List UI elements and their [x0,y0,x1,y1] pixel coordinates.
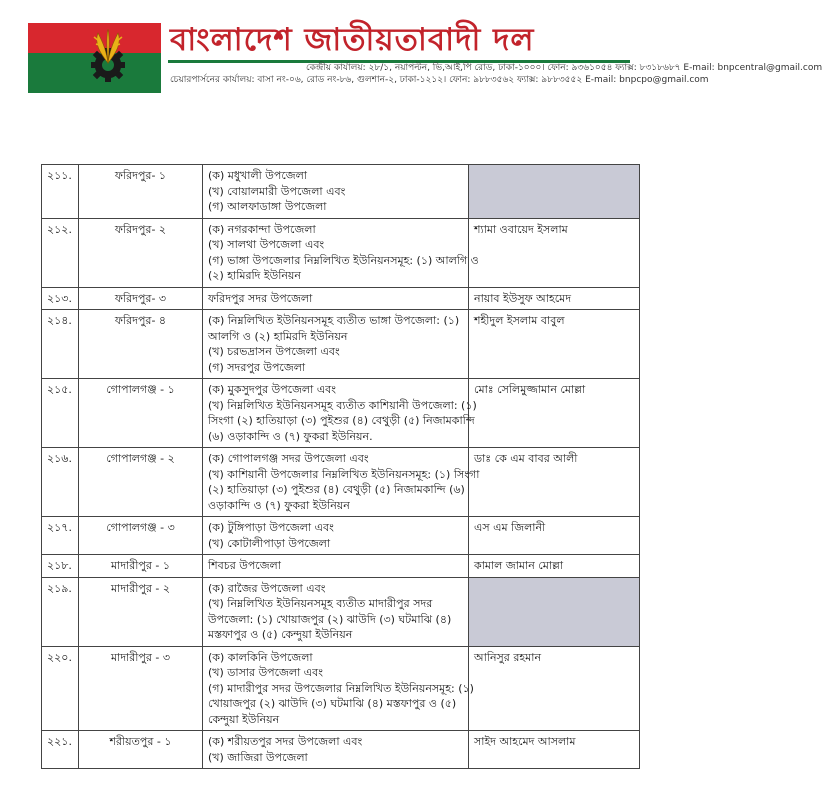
row-number: ২১২. [42,218,79,287]
party-name-title: বাংলাদেশ জাতীয়তাবাদী দল [170,22,535,58]
candidate-name: শহীদুল ইসলাম বাবুল [469,310,640,379]
area-line: (খ) কাশিয়ানী উপজেলার নিম্নলিখিত ইউনিয়নসমূহ: (১) সিংগা [208,467,480,481]
area-line: (গ) ভাঙ্গা উপজেলার নিম্নলিখিত ইউনিয়নসমূহ: (১) আলগি ও [208,253,479,267]
constituency-name: গোপালগঞ্জ - ৩ [79,517,203,555]
row-number: ২২০. [42,646,79,731]
table-row [42,517,640,555]
constituency-area [203,555,469,578]
area-line: (ক) মুকসুদপুর উপজেলা এবং [208,383,337,396]
constituency-name: ফরিদপুর- ৪ [79,310,203,379]
area-line: (গ) আলফাডাঙ্গা উপজেলা [208,200,327,213]
area-line: সিংগা (২) হাতিয়াড়া (৩) পুইশুর (৪) বেথুড়ী (৫) নিজামকান্দি [208,414,475,427]
area-line: (গ) মাদারীপুর সদর উপজেলার নিম্নলিখিত ইউনিয়নসমূহ: (১) [208,681,474,695]
row-number: ২২১. [42,731,79,769]
constituency-area [203,577,469,646]
table-row [42,555,640,578]
party-logo [28,23,161,93]
area-line: (২) হামিরদি ইউনিয়ন [208,269,301,282]
area-line: (২) হাতিয়াড়া (৩) পুইশুর (৪) বেথুড়ী (৫) নিজামকান্দি (৬) [208,483,465,496]
constituency-name: মাদারীপুর - ২ [79,577,203,646]
constituency-name: মাদারীপুর - ১ [79,555,203,578]
table-row [42,165,640,219]
constituency-area [203,646,474,731]
table-row [42,218,640,287]
sheaf-wheel-icon [28,23,161,93]
constituency-name: ফরিদপুর- ৩ [79,287,203,310]
constituency-area [203,517,469,555]
constituency-area [203,165,469,219]
row-number: ২১৯. [42,577,79,646]
constituency-area [203,379,477,448]
table-row [42,731,640,769]
row-number: ২১৫. [42,379,79,448]
candidate-name: কামাল জামান মোল্লা [469,555,640,578]
area-line: (খ) নিম্নলিখিত ইউনিয়নসমূহ ব্যতীত মাদারীপুর সদর [208,597,433,610]
row-number: ২১৮. [42,555,79,578]
area-line: ফরিদপুর সদর উপজেলা [208,291,313,305]
area-line: (ক) শরীয়তপুর সদর উপজেলা এবং [208,735,363,748]
candidate-name: এস এম জিলানী [469,517,640,555]
area-line: আলগি ও (২) হামিরদি ইউনিয়ন [208,329,348,343]
area-line: (ক) গোপালগঞ্জ সদর উপজেলা এবং [208,452,369,465]
chairperson-office-address: চেয়ারপার্সনের কার্যালয়: বাসা নং-০৬, রোড নং-৮৬, গুলশান-২, ঢাকা-১২১২। ফোন: ৯৮৮৩৫৬২ ফ্যাক্স: ৯৮৮৩৫৫২ E-mail: bnpcpo@gmail.com [170,75,709,85]
row-number: ২১১. [42,165,79,219]
candidate-name: সাইদ আহমেদ আসলাম [469,731,640,769]
constituency-name: ফরিদপুর- ২ [79,218,203,287]
area-line: শিবচর উপজেলা [208,559,281,572]
candidate-name: আনিসুর রহমান [469,646,640,731]
area-line: (৬) ওড়াকান্দি ও (৭) ফুকরা ইউনিয়ন. [208,429,373,443]
table-row [42,379,640,448]
table-row [42,310,640,379]
area-line: (ক) কালকিনি উপজেলা [208,650,313,664]
constituency-name: গোপালগঞ্জ - ২ [79,448,203,517]
candidate-blank-cell [469,577,640,646]
row-number: ২১৪. [42,310,79,379]
area-line: মস্তফাপুর ও (৫) কেন্দুয়া ইউনিয়ন [208,628,353,641]
area-line: (খ) সালথা উপজেলা এবং [208,238,325,251]
central-office-address: কেন্দ্রীয় কার্যালয়: ২৮/১, নয়াপল্টন, ভি,আই,পি রোড, ঢাকা-১০০০। ফোন: ৯৩৬১০৫৪ ফ্যাক্স: ৮৩১৮৬৮৭ E-mail: bnpcentral@gmail.com [306,63,822,73]
area-line: (খ) নিম্নলিখিত ইউনিয়নসমূহ ব্যতীত কাশিয়ানী উপজেলা: (১) [208,398,477,412]
constituency-area [203,287,469,310]
area-line: কেন্দুয়া ইউনিয়ন [208,712,280,726]
constituency-area [203,448,480,517]
candidate-name: ডাঃ কে এম বাবর আলী [469,448,640,517]
constituency-name: গোপালগঞ্জ - ১ [79,379,203,448]
area-line: (ক) নগরকান্দা উপজেলা [208,222,316,236]
area-line: (ক) মধুখালী উপজেলা [208,169,307,182]
area-line: উপজেলা: (১) খোয়াজপুর (২) ঝাউদি (৩) ঘটমাঝি (৪) [208,612,452,626]
constituency-area [203,310,469,379]
constituency-name: ফরিদপুর- ১ [79,165,203,219]
row-number: ২১৭. [42,517,79,555]
candidate-blank-cell [469,165,640,219]
area-line: (খ) বোয়ালমারী উপজেলা এবং [208,184,346,198]
area-line: ওড়াকান্দি ও (৭) ফুকরা ইউনিয়ন [208,498,350,512]
table-row [42,646,640,731]
constituency-name: মাদারীপুর - ৩ [79,646,203,731]
candidate-name: মোঃ সেলিমুজ্জামান মোল্লা [469,379,640,448]
row-number: ২১৬. [42,448,79,517]
area-line: (খ) জাজিরা উপজেলা [208,750,308,764]
candidate-name: নায়াব ইউসুফ আহমেদ [469,287,640,310]
constituency-table [41,164,640,769]
table-row [42,287,640,310]
area-line: (খ) ডাসার উপজেলা এবং [208,666,323,679]
area-line: (খ) কোটালীপাড়া উপজেলা [208,536,331,550]
area-line: (ক) টুঙ্গিপাড়া উপজেলা এবং [208,521,334,534]
constituency-area [203,731,469,769]
area-line: খোয়াজপুর (২) ঝাউদি (৩) ঘটমাঝি (৪) মস্তফাপুর ও (৫) [208,697,457,710]
area-line: (খ) চরভদ্রাসন উপজেলা এবং [208,345,340,358]
candidate-name: শ্যামা ওবায়েদ ইসলাম [469,218,640,287]
table-row [42,448,640,517]
area-line: (ক) নিম্নলিখিত ইউনিয়নসমূহ ব্যতীত ভাঙ্গা উপজেলা: (১) [208,314,460,327]
row-number: ২১৩. [42,287,79,310]
table-row [42,577,640,646]
area-line: (গ) সদরপুর উপজেলা [208,360,306,374]
area-line: (ক) রাজৈর উপজেলা এবং [208,581,326,595]
constituency-name: শরীয়তপুর - ১ [79,731,203,769]
constituency-area [203,218,479,287]
